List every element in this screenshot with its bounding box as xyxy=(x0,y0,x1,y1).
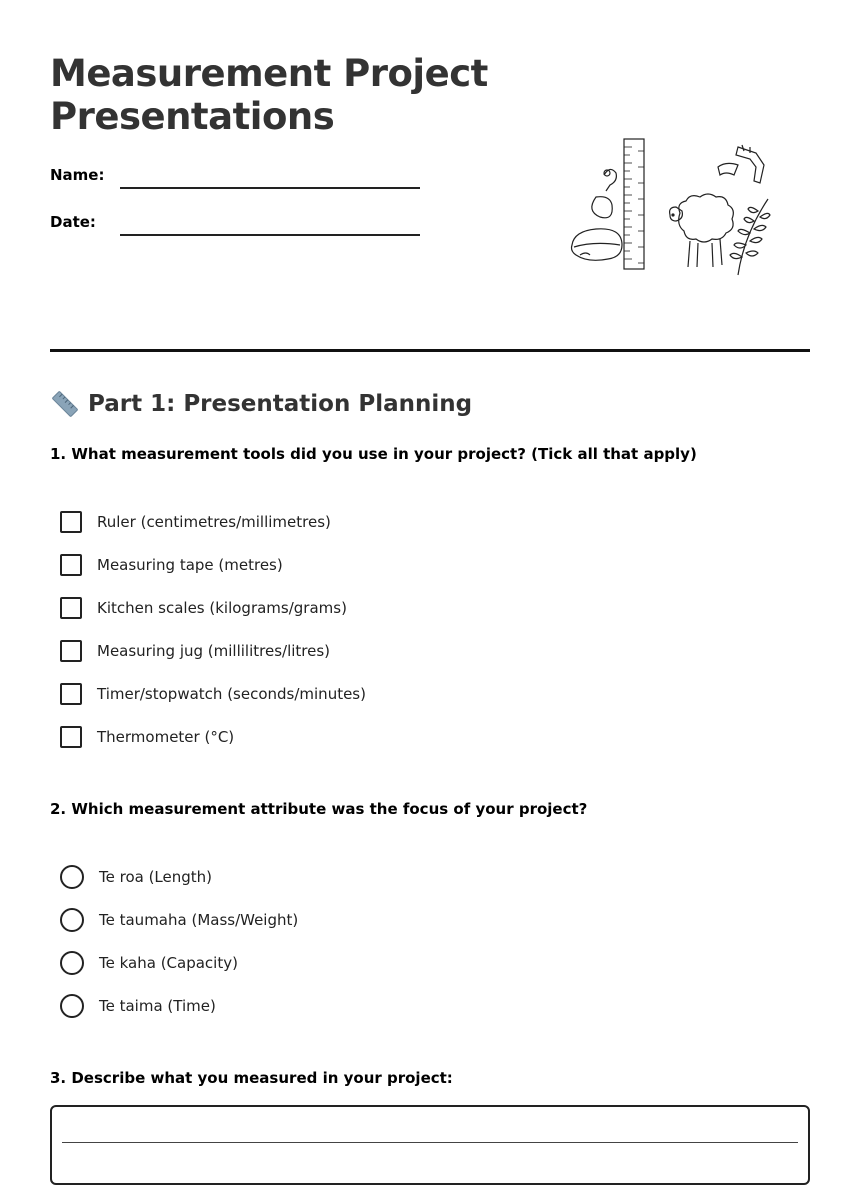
hook-scale-icon xyxy=(592,169,617,217)
title-line-2: Presentations xyxy=(50,95,335,138)
radio-button[interactable] xyxy=(60,865,84,889)
checkbox-label: Measuring tape (metres) xyxy=(97,556,283,574)
radio-option[interactable] xyxy=(60,950,238,976)
answer-line xyxy=(62,1142,798,1143)
checkbox[interactable] xyxy=(60,683,82,705)
name-field[interactable] xyxy=(120,187,420,189)
radio-option[interactable] xyxy=(60,864,212,890)
checkbox-option[interactable] xyxy=(60,552,283,578)
question-3: 3. Describe what you measured in your project: xyxy=(50,1069,453,1087)
checkbox-label: Thermometer (°C) xyxy=(97,728,235,746)
bread-icon xyxy=(572,229,623,261)
checkbox-label: Kitchen scales (kilograms/grams) xyxy=(97,599,347,617)
radio-button[interactable] xyxy=(60,951,84,975)
checkbox-option[interactable] xyxy=(60,724,234,750)
checkbox-label: Timer/stopwatch (seconds/minutes) xyxy=(97,685,366,703)
part-1-heading-text: Part 1: Presentation Planning xyxy=(88,391,473,417)
title-line-1: Measurement Project xyxy=(50,52,488,95)
radio-button[interactable] xyxy=(60,994,84,1018)
checkbox[interactable] xyxy=(60,726,82,748)
radio-option[interactable] xyxy=(60,907,298,933)
radio-label: Te taima (Time) xyxy=(99,997,216,1015)
part-1-heading xyxy=(50,389,472,419)
checkbox[interactable] xyxy=(60,511,82,533)
radio-button[interactable] xyxy=(60,908,84,932)
ruler-icon xyxy=(624,139,644,269)
checkbox-label: Ruler (centimetres/millimetres) xyxy=(97,513,331,531)
checkbox-option[interactable] xyxy=(60,681,366,707)
ruler-icon xyxy=(50,389,80,419)
fern-icon xyxy=(730,199,770,275)
checkbox[interactable] xyxy=(60,554,82,576)
date-label: Date: xyxy=(50,213,96,231)
question-2: 2. Which measurement attribute was the focus of your project? xyxy=(50,800,588,818)
checkbox-option[interactable] xyxy=(60,638,330,664)
tape-measure-icon xyxy=(718,145,764,183)
answer-textarea[interactable] xyxy=(50,1105,810,1185)
radio-label: Te roa (Length) xyxy=(99,868,213,886)
measurement-illustration xyxy=(560,135,780,280)
radio-label: Te kaha (Capacity) xyxy=(99,954,238,972)
date-field[interactable] xyxy=(120,234,420,236)
page-title xyxy=(50,52,488,138)
name-label: Name: xyxy=(50,166,105,184)
checkbox-label: Measuring jug (millilitres/litres) xyxy=(97,642,331,660)
radio-option[interactable] xyxy=(60,993,216,1019)
checkbox[interactable] xyxy=(60,640,82,662)
checkbox-option[interactable] xyxy=(60,595,347,621)
section-divider xyxy=(50,349,810,352)
checkbox[interactable] xyxy=(60,597,82,619)
sheep-icon xyxy=(670,194,734,267)
radio-label: Te taumaha (Mass/Weight) xyxy=(99,911,299,929)
question-1: 1. What measurement tools did you use in your project? (Tick all that apply) xyxy=(50,445,697,463)
checkbox-option[interactable] xyxy=(60,509,331,535)
